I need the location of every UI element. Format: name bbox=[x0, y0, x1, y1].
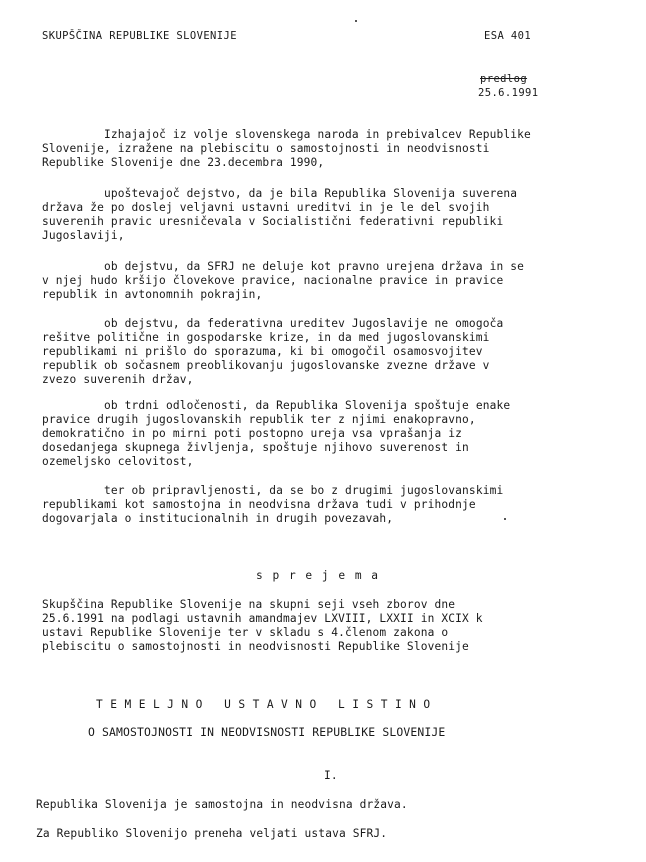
preamble-line: Jugoslaviji, bbox=[42, 229, 125, 242]
preamble-line: v njej hudo kršijo človekove pravice, nacionalne pravice in pravice bbox=[42, 274, 504, 287]
adoption-line: Skupščina Republike Slovenije na skupni seji vseh zborov dne bbox=[42, 598, 456, 611]
scan-speck bbox=[504, 518, 506, 520]
preamble-line: upoštevajoč dejstvo, da je bila Republika Slovenija suverena bbox=[104, 187, 518, 200]
document-code: ESA 401 bbox=[484, 30, 532, 42]
preamble-line: demokratično in po mirni poti postopno ureja vsa vprašanja iz bbox=[42, 427, 463, 440]
preamble-line: Izhajajoč iz volje slovenskega naroda in prebivalcev Republike bbox=[104, 128, 531, 141]
status-label: predlog bbox=[480, 73, 528, 85]
preamble-line: republikami ni prišlo do sporazuma, ki bi omogočil osamosvojitev bbox=[42, 345, 483, 358]
preamble-line: republikami kot samostojna in neodvisna država tudi v prihodnje bbox=[42, 498, 476, 511]
preamble-line: ter ob pripravljenosti, da se bo z drugimi jugoslovanskimi bbox=[104, 484, 504, 497]
preamble-line: ob dejstvu, da SFRJ ne deluje kot pravno urejena država in se bbox=[104, 260, 525, 273]
preamble-line: suverenih pravic uresničevala v Socialistični federativni republiki bbox=[42, 215, 504, 228]
document-title: TEMELJNO USTAVNO LISTINO bbox=[96, 698, 438, 711]
preamble-line: država že po doslej veljavni ustavni ureditvi in je le del svojih bbox=[42, 201, 490, 214]
article-text: Za Republiko Slovenijo preneha veljati ustava SFRJ. bbox=[36, 827, 388, 840]
preamble-line: ozemeljsko celovitost, bbox=[42, 455, 194, 468]
article-text: Republika Slovenija je samostojna in neodvisna država. bbox=[36, 798, 408, 811]
preamble-line: republik ob sočasnem preoblikovanju jugoslovanske zvezne države v bbox=[42, 359, 490, 372]
institution-header: SKUPŠČINA REPUBLIKE SLOVENIJE bbox=[42, 30, 237, 42]
preamble-line: Republike Slovenije dne 23.decembra 1990, bbox=[42, 156, 325, 169]
preamble-line: republik in avtonomnih pokrajin, bbox=[42, 288, 263, 301]
preamble-line: pravice drugih jugoslovanskih republik ter z njimi enakopravno, bbox=[42, 413, 476, 426]
preamble-line: dosedanjega skupnega življenja, spoštuje njihovo suverenost in bbox=[42, 441, 469, 454]
preamble-line: ob trdni odločenosti, da Republika Slovenija spoštuje enake bbox=[104, 399, 511, 412]
preamble-line: zvezo suverenih držav, bbox=[42, 373, 194, 386]
adoption-line: plebiscitu o samostojnosti in neodvisnosti Republike Slovenije bbox=[42, 640, 469, 653]
document-subtitle: O SAMOSTOJNOSTI IN NEODVISNOSTI REPUBLIKE SLOVENIJE bbox=[88, 725, 446, 739]
preamble-line: ob dejstvu, da federativna ureditev Jugoslavije ne omogoča bbox=[104, 317, 504, 330]
preamble-line: rešitve politične in gospodarske krize, in da med jugoslovanskimi bbox=[42, 331, 490, 344]
preamble-line: dogovarjala o institucionalnih in drugih povezavah, bbox=[42, 512, 394, 525]
adoption-line: 25.6.1991 na podlagi ustavnih amandmajev LXVIII, LXXII in XCIX k bbox=[42, 612, 483, 625]
adopts-word: s p r e j e m a bbox=[256, 569, 380, 582]
section-number: I. bbox=[324, 769, 338, 782]
preamble-line: Slovenije, izražene na plebiscitu o samostojnosti in neodvisnosti bbox=[42, 142, 490, 155]
adoption-line: ustavi Republike Slovenije ter v skladu s 4.členom zakona o bbox=[42, 626, 449, 639]
scan-speck bbox=[355, 20, 357, 22]
document-date: 25.6.1991 bbox=[478, 87, 539, 99]
